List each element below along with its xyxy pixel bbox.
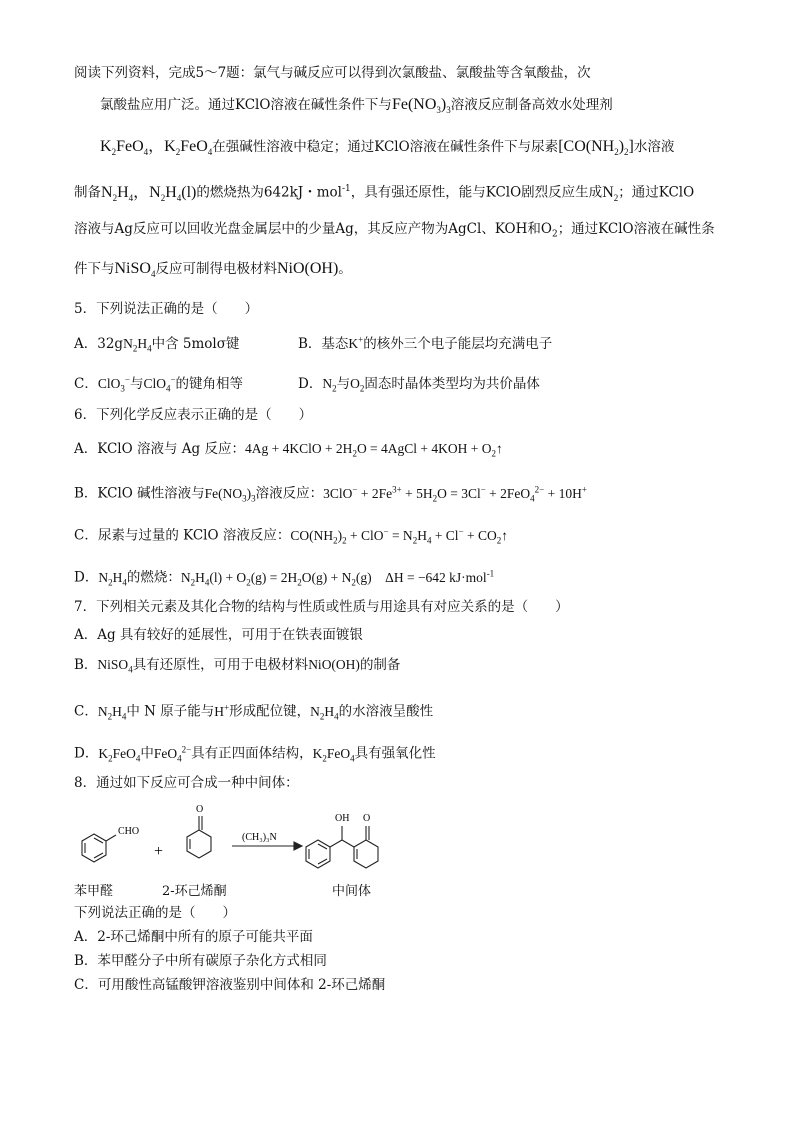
cyclohexenone-structure — [187, 816, 211, 858]
intro-line-3: $K_2FeO_4$，$K_2FeO_4$在强碱性溶液中稳定；通过KClO溶液在碱性条件下与尿素$[CO(NH_2)_2]$水溶液 — [100, 138, 675, 158]
label-cyclohexenone: 2-环己烯酮 — [162, 884, 227, 899]
benzaldehyde-structure — [82, 834, 116, 862]
intro-line-4: 制备$N_2H_4$，$N_2H_4(l)$的燃烧热为642kJ・mol$^{-1}$，具有强还原性，能与KClO剧烈反应生成$N_2$；通过KClO — [74, 183, 695, 203]
q7-option-c: C．$N_2H_4$中 N 原子能与H+形成配位键，$N_2H_4$的水溶液呈酸性 — [74, 702, 434, 722]
cho-group-label: CHO — [118, 826, 140, 837]
q8-option-c: C．可用酸性高锰酸钾溶液鉴别中间体和 2-环己烯酮 — [74, 977, 386, 993]
label-intermediate: 中间体 — [332, 884, 372, 899]
q8-option-b: B．苯甲醛分子中所有碳原子杂化方式相同 — [74, 953, 327, 969]
q8-stem: 8．通过如下反应可合成一种中间体： — [74, 775, 299, 791]
q7-stem: 7．下列相关元素及其化合物的结构与性质或性质与用途具有对应关系的是（ ） — [74, 599, 569, 615]
q6-option-d: D．$N_2H_4$的燃烧：$N_2H_4(l) + O_2(g) = 2H_2O(g) + N_2(g)$ ΔH = −642 kJ·mol$^{-1}$ — [74, 568, 495, 588]
q8-option-a: A．2-环己烯酮中所有的原子可能共平面 — [74, 929, 313, 945]
intro-line-6: 件下与NiSO$_4$反应可制得电极材料NiO(OH)。 — [74, 260, 352, 280]
q5-stem: 5．下列说法正确的是（ ） — [74, 301, 259, 317]
q8-question: 下列说法正确的是（ ） — [74, 905, 236, 921]
q7-option-b: B．NiSO$_4$具有还原性，可用于电极材料NiO(OH)的制备 — [74, 657, 401, 675]
intro-line-1: 阅读下列资料，完成5～7题：氯气与碱反应可以得到次氯酸盐、氯酸盐等含氧酸盐，次 — [74, 65, 591, 81]
q7-option-d: D．$K_2FeO_4$中FeO$_4^{2-}$具有正四面体结构，$K_2FeO_4$具有强氧化性 — [74, 744, 436, 764]
q6-stem: 6．下列化学反应表示正确的是（ ） — [74, 407, 313, 423]
plus-sign: + — [154, 843, 164, 860]
ketone-oxygen-label: O — [196, 804, 204, 815]
q5-option-d: D．$N_2$与$O_2$固态时晶体类型均为共价晶体 — [298, 376, 540, 394]
reaction-arrow — [232, 842, 302, 850]
q6-option-c: C．尿素与过量的 KClO 溶液反应：$CO(NH_2)_2 + ClO^- = N_2H_4 + Cl^-$ + $CO_2↑$ — [74, 526, 509, 546]
intermediate-structure — [306, 826, 378, 868]
q7-option-a: A．Ag 具有较好的延展性，可用于在铁表面镀银 — [74, 627, 363, 643]
label-benzaldehyde: 苯甲醛 — [74, 884, 114, 899]
hydroxyl-label: OH — [335, 813, 350, 824]
q5-option-a: A．$32gN_2H_4$中含 5molσ键 — [74, 336, 240, 354]
q6-option-a: A．KClO 溶液与 Ag 反应：4Ag + 4KClO + $2H_2O$ = 4AgCl + $4KOH + O_2↑$ — [74, 441, 503, 459]
reaction-scheme — [74, 800, 414, 892]
intermediate-oxygen-label: O — [363, 813, 371, 824]
intro-line-2: 氯酸盐应用广泛。通过KClO溶液在碱性条件下与$Fe(NO_3)_3$溶液反应制备高效水处理剂 — [100, 96, 613, 116]
reaction-scheme-drawing — [74, 800, 414, 892]
q5-option-b: B．基态K+的核外三个电子能层均充满电子 — [298, 334, 553, 352]
q5-option-c: C．ClO$_3$−与ClO$_4$−的键角相等 — [74, 374, 244, 394]
intro-line-5: 溶液与Ag反应可以回收光盘金属层中的少量Ag，其反应产物为AgCl、KOH和$O_2$；通过KClO溶液在碱性条 — [74, 221, 715, 240]
q6-option-b: B．KClO 碱性溶液与$Fe(NO_3)_3$溶液反应：$3ClO^- + 2Fe^{3+} + 5H_2O = 3Cl^- + 2FeO_4^{2-} + 10H^+$ — [74, 484, 587, 504]
reagent-label: (CH₃)₃N — [242, 832, 277, 843]
